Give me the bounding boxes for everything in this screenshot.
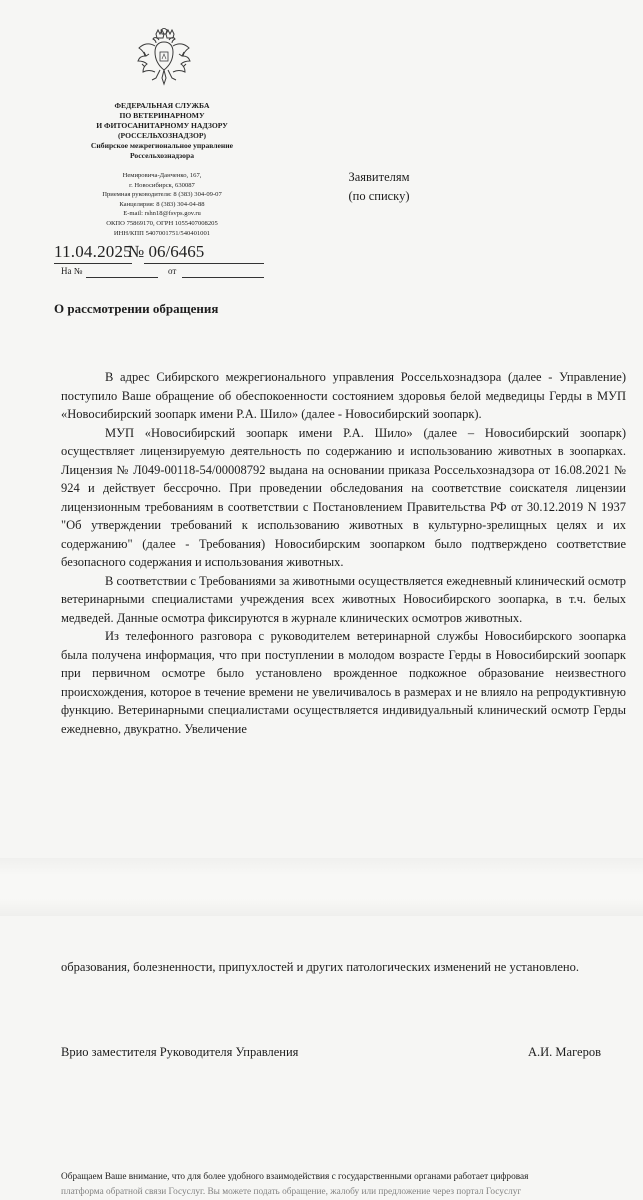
footer-note (61, 1170, 626, 1200)
body-paragraph: МУП «Новосибирский зоопарк имени Р.А. Шило» (далее – Новосибирский зоопарк) осуществляет лицензируемую деятельность по содержанию и использованию животных в зоопарках. Лицензия № Л049-00118-54/00008792 выдана на основании приказа Россельхознадзора от 16.08.2021 № 924 и действует бессрочно. При проведении обследования на соответствие соискателя лицензии лицензионным требованиям в соответствии с Постановлением Правительства РФ от 30.12.2019 N 1937 "Об утверждении требований к использованию животных в культурно-зрелищных целях и их содержанию" (далее - Требования) Новосибирским зоопарком было подтверждено соответствие безопасного содержания и использования животных. (61, 425, 626, 569)
footer-line: платформа обратной связи Госуслуг. Вы можете подать обращение, жалобу или предложение через портал Госуслуг (61, 1187, 522, 1197)
registration-number-group (128, 242, 204, 262)
authority-line: ФЕДЕРАЛЬНАЯ СЛУЖБА (114, 101, 210, 110)
body-continuation: образования, болезненности, припухлостей и других патологических изменений не установлено. (61, 960, 579, 974)
contact-line: Немировича-Данченко, 167, (122, 172, 202, 179)
recipient-block (341, 168, 417, 206)
reference-date-underline (182, 277, 264, 278)
footer-line: Обращаем Ваше внимание, что для более удобного взаимодействия с государственными органами работает цифровая (61, 1172, 529, 1182)
reference-line (61, 266, 177, 276)
authority-line: И ФИТОСАНИТАРНОМУ НАДЗОРУ (96, 121, 228, 131)
date-underline (54, 263, 132, 264)
body-paragraph: В адрес Сибирского межрегионального управления Россельхознадзора (далее - Управление) поступило Ваше обращение об обеспокоенности состоянием здоровья белой медведицы Герды в МУП «Новосибирский зоопарк имени Р.А. Шило» (далее - Новосибирский зоопарк). (61, 370, 626, 421)
registration-number: 06/6465 (148, 242, 205, 261)
letter-subject: О рассмотрении обращения (54, 301, 219, 316)
number-underline (144, 263, 264, 264)
contact-line: г. Новосибирск, 630087 (129, 181, 195, 189)
contact-line: Канцелярия: 8 (383) 304-04-88 (119, 200, 205, 208)
authority-line: (РОССЕЛЬХОЗНАДЗОР) (117, 131, 207, 141)
authority-line: ПО ВЕТЕРИНАРНОМУ (119, 111, 205, 121)
authority-line: Россельхознадзора (129, 151, 194, 161)
double-headed-eagle-emblem-icon (134, 28, 194, 92)
recipient-line: Заявителям (348, 170, 410, 184)
reference-date-label: от (168, 266, 177, 276)
body-paragraph: Из телефонного разговора с руководителем ветеринарной службы Новосибирского зоопарка была получена информация, что при поступлении в молодом возрасте Герды в Новосибирский зоопарк при первичном осмотре было установлено врожденное подкожное образование неизвестного происхождения, которое в течение времени не увеличивалось в размерах и не влияло на репродуктивную функцию. Ветеринарными специалистами осуществляется индивидуальный клинический осмотр Герды ежедневно, двукратно. Увеличение (61, 629, 626, 736)
contact-line: ИНН/КПП 5407001751/540401001 (113, 229, 211, 237)
registration-line (54, 242, 205, 262)
letter-body (61, 368, 626, 738)
number-label: № (128, 242, 145, 261)
authority-contacts-block (52, 171, 272, 238)
signatory-role: Врио заместителя Руководителя Управления (61, 1045, 299, 1059)
reference-number-underline (86, 277, 158, 278)
recipient-line: (по списку) (348, 189, 410, 203)
authority-line: Сибирское межрегиональное управление (90, 141, 234, 151)
registration-date: 11.04.2025 (54, 242, 132, 261)
contact-line: ОКПО 75869170, ОГРН 1055407008205 (106, 219, 218, 227)
body-paragraph: В соответствии с Требованиями за животными осуществляется ежедневный клинический осмотр ветеринарными специалистами учреждения всех животных Новосибирского зоопарка, в т.ч. белых медведей. Данные осмотра фиксируются в журнале клинических осмотров животных. (61, 573, 626, 625)
contact-line: E-mail: rshn18@fsvps.gov.ru (123, 210, 201, 218)
authority-name-block (52, 101, 272, 162)
page-break (0, 858, 643, 916)
contact-line: Приемная руководителя: 8 (383) 304-09-07 (102, 191, 222, 199)
reference-number-label: На № (61, 266, 83, 276)
signatory-name: А.И. Магеров (528, 1045, 602, 1059)
